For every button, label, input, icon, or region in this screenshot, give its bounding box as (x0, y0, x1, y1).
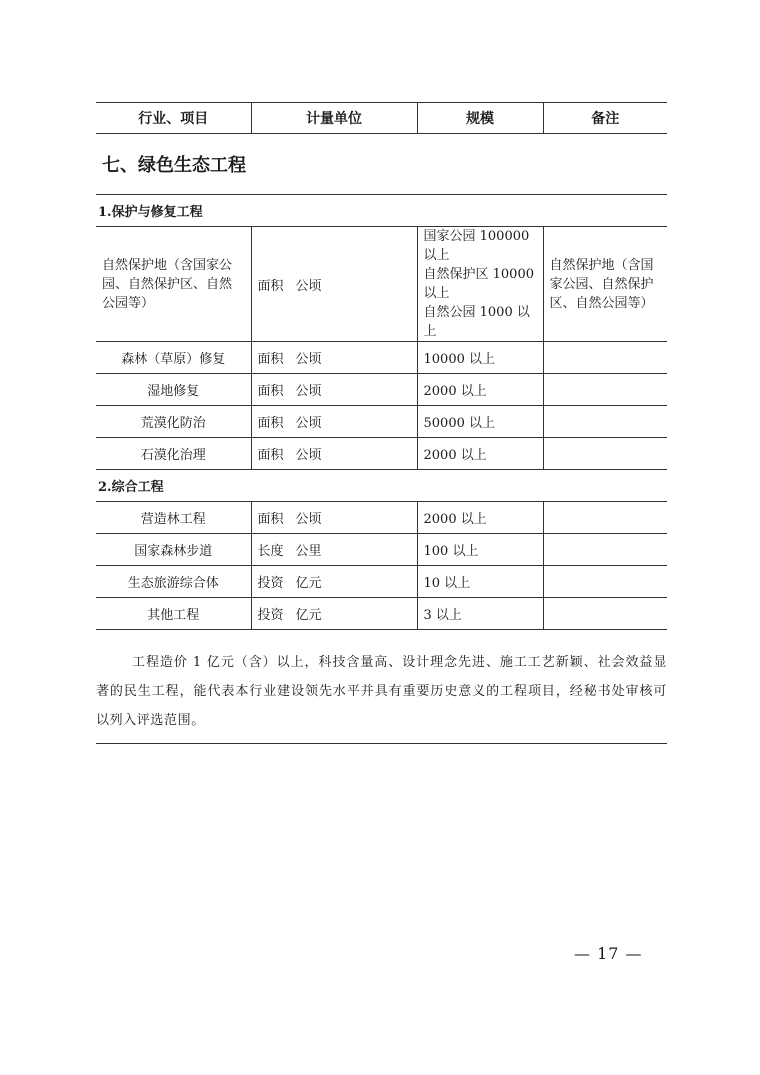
table-row (96, 227, 667, 342)
row-remark (543, 406, 667, 438)
unit-name: 公顷 (295, 512, 322, 527)
row-scale: 3 以上 (417, 598, 543, 630)
row-name: 营造林工程 (96, 502, 251, 534)
section-title: 七、绿色生态工程 (102, 155, 246, 176)
header-table (96, 102, 667, 134)
page-number: — 17 — (574, 944, 643, 963)
header-remark: 备注 (543, 103, 667, 134)
row-remark (543, 342, 667, 374)
unit-kind: 面积 (257, 416, 284, 431)
unit-kind: 投资 (257, 608, 284, 623)
unit-kind: 面积 (257, 278, 284, 294)
header-unit: 计量单位 (251, 103, 417, 134)
unit-name: 亿元 (295, 576, 322, 591)
row-unit (251, 406, 417, 438)
unit-kind: 投资 (257, 576, 284, 591)
row-scale: 10 以上 (417, 566, 543, 598)
table-row (96, 406, 667, 438)
row-scale: 10000 以上 (417, 342, 543, 374)
row-scale: 100 以上 (417, 534, 543, 566)
table-row (96, 374, 667, 406)
row-unit (251, 438, 417, 470)
row-remark (543, 438, 667, 470)
row-remark (543, 502, 667, 534)
unit-kind: 面积 (257, 352, 284, 367)
unit-kind: 长度 (257, 544, 284, 559)
header-scale: 规模 (417, 103, 543, 134)
table-row (96, 502, 667, 534)
unit-kind: 面积 (257, 512, 284, 527)
note-paragraph: 工程造价 1 亿元（含）以上，科技含量高、设计理念先进、施工工艺新颖、社会效益显著的民生工程，能代表本行业建设领先水平并具有重要历史意义的工程项目，经秘书处审核可以列入评选范围。 (96, 655, 667, 728)
row-name: 石漠化治理 (96, 438, 251, 470)
group-header-row (96, 195, 667, 227)
unit-kind: 面积 (257, 384, 284, 399)
row-remark (543, 534, 667, 566)
row-name: 自然保护地（含国家公园、自然保护区、自然公园等） (96, 227, 251, 342)
group-header-row (96, 470, 667, 502)
table-row (96, 534, 667, 566)
row-name: 生态旅游综合体 (96, 566, 251, 598)
bottom-rule (96, 743, 667, 744)
group-title: 1.保护与修复工程 (96, 195, 667, 227)
row-unit (251, 534, 417, 566)
projects-table (96, 194, 667, 630)
unit-kind: 面积 (257, 448, 284, 463)
header-industry: 行业、项目 (96, 103, 251, 134)
row-remark: 自然保护地（含国家公园、自然保护区、自然公园等） (543, 227, 667, 342)
row-name: 国家森林步道 (96, 534, 251, 566)
row-scale: 国家公园 100000 以上 自然保护区 10000 以上 自然公园 1000 以上 (417, 227, 543, 342)
row-remark (543, 598, 667, 630)
table-row (96, 598, 667, 630)
unit-name: 公顷 (295, 416, 322, 431)
row-scale: 2000 以上 (417, 438, 543, 470)
row-remark (543, 374, 667, 406)
table-row (96, 438, 667, 470)
row-scale: 2000 以上 (417, 374, 543, 406)
row-unit (251, 342, 417, 374)
row-scale: 2000 以上 (417, 502, 543, 534)
header-row (96, 103, 667, 134)
row-unit (251, 598, 417, 630)
row-name: 荒漠化防治 (96, 406, 251, 438)
table-row (96, 566, 667, 598)
unit-name: 公里 (295, 544, 322, 559)
document-page (96, 102, 667, 744)
table-row (96, 342, 667, 374)
row-unit (251, 227, 417, 342)
group-title: 2.综合工程 (96, 470, 667, 502)
row-name: 湿地修复 (96, 374, 251, 406)
row-unit (251, 374, 417, 406)
row-unit (251, 566, 417, 598)
unit-name: 亿元 (295, 608, 322, 623)
row-scale: 50000 以上 (417, 406, 543, 438)
unit-name: 公顷 (295, 278, 322, 294)
row-unit (251, 502, 417, 534)
row-remark (543, 566, 667, 598)
row-name: 森林（草原）修复 (96, 342, 251, 374)
unit-name: 公顷 (295, 352, 322, 367)
unit-name: 公顷 (295, 384, 322, 399)
row-name: 其他工程 (96, 598, 251, 630)
unit-name: 公顷 (295, 448, 322, 463)
